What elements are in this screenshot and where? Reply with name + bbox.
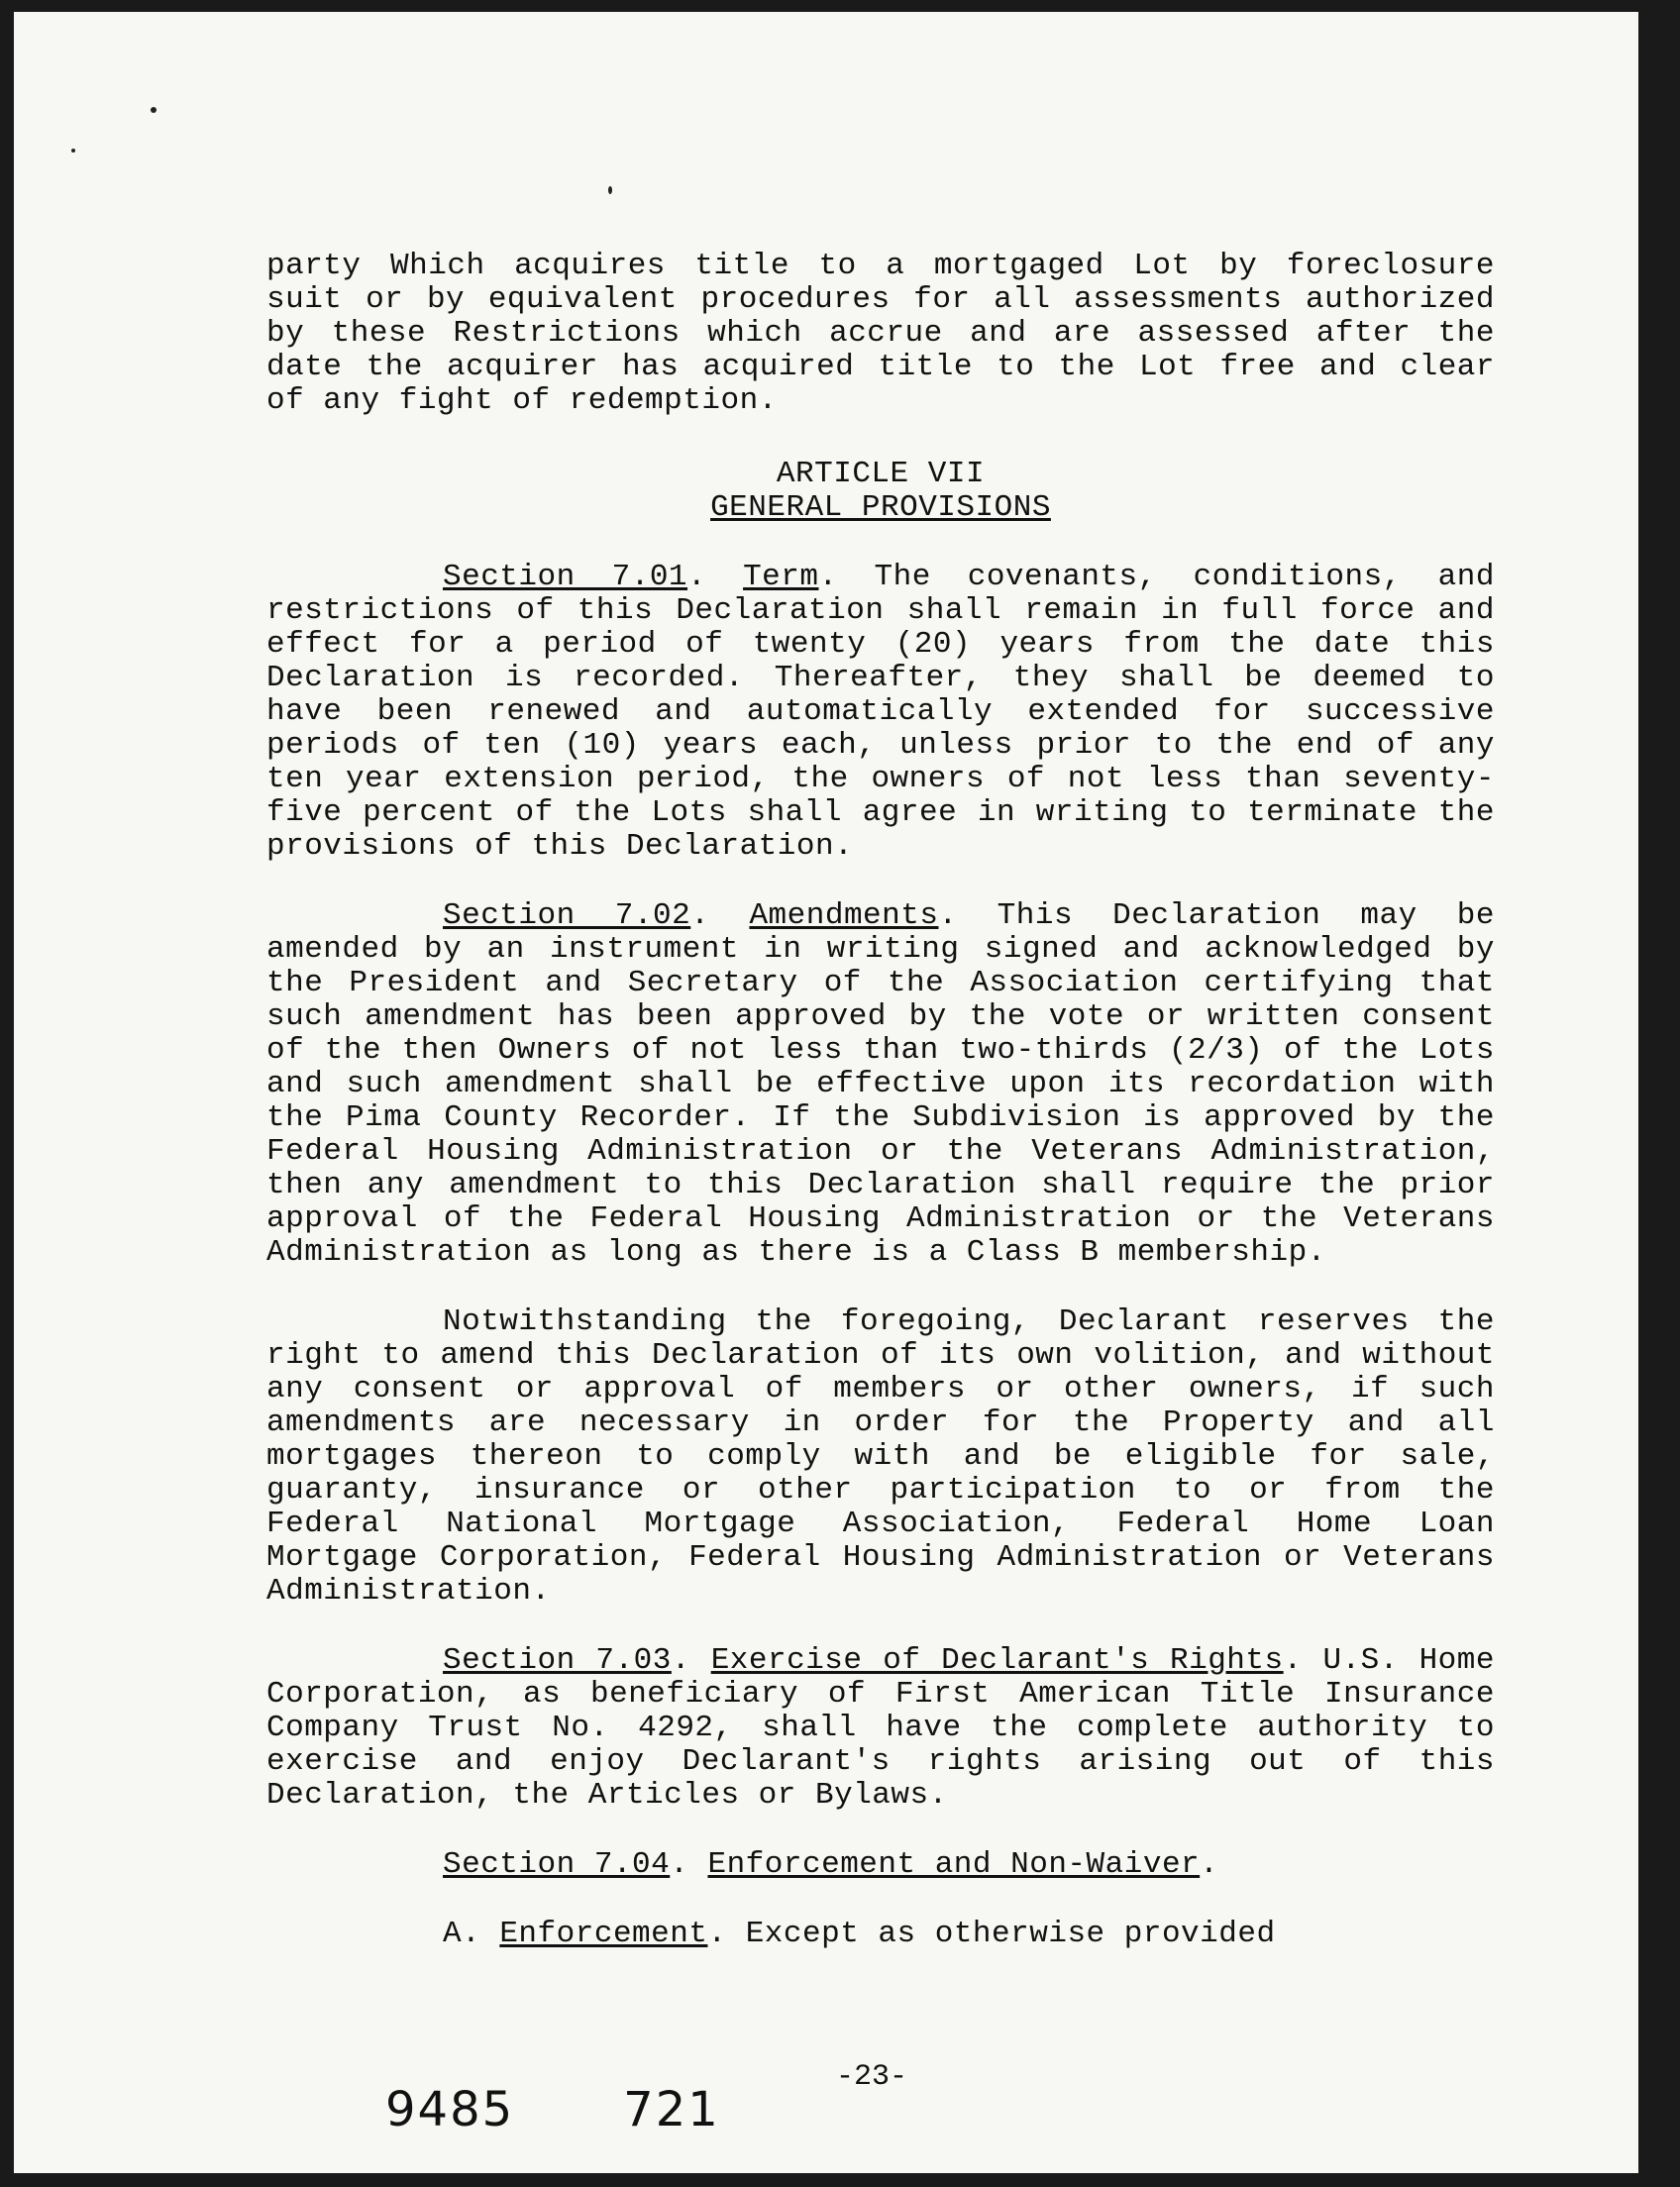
section-7-02: Section 7.02. Amendments. This Declaration may be amended by an instrument in writing signed and acknowledged by the President and Secretary of the Association certifying that such amendment has been approved by the vote or written consent of the then Owners of not less than two-thirds (2/3) of the Lots and such amendment shall be effective upon its recordation with the Pima County Recorder. If the Subdivision is approved by the Federal Housing Administration or the Veterans Administration, then any amendment to this Declaration shall require the prior approval of the Federal Housing Administration or the Veterans Administration as long as there is a Class B membership.	[266, 898, 1495, 1270]
article-title: GENERAL PROVISIONS	[710, 490, 1051, 525]
subsection-a: A. Enforcement. Except as otherwise provided	[443, 1917, 1276, 1951]
section-heading: Exercise of Declarant's Rights	[710, 1643, 1284, 1678]
section-label: Section 7.04	[443, 1847, 671, 1882]
section-7-04: Section 7.04. Enforcement and Non-Waiver.	[443, 1847, 1219, 1882]
recording-number	[385, 2082, 829, 2137]
subsection-label: A.	[443, 1917, 481, 1951]
section-7-01: Section 7.01. Term. The covenants, conditions, and restrictions of this Declaration shall remain in full force and effect for a period of twenty (20) years from the date this Declaration is recorded. Thereafter, they shall be deemed to have been renewed and automatically extended for successive periods of ten (10) years each, unless prior to the end of any ten year extension period, the owners of not less than seventy-five percent of the Lots shall agree in writing to terminate the provisions of this Declaration.	[266, 560, 1495, 864]
section-heading: Term	[743, 560, 819, 594]
document-body	[266, 250, 1495, 1987]
scan-speck	[151, 107, 157, 113]
section-7-03: Section 7.03. Exercise of Declarant's Rights. U.S. Home Corporation, as beneficiary of First American Title Insurance Company Trust No. 4292, shall have the complete authority to exercise and enjoy Declarant's rights arising out of this Declaration, the Articles or Bylaws.	[266, 1643, 1495, 1813]
section-label: Section 7.03	[443, 1643, 672, 1678]
scan-speck	[71, 149, 75, 153]
article-heading	[266, 458, 1495, 525]
intro-paragraph: party Which acquires title to a mortgaged Lot by foreclosure suit or by equivalent procedures for all assessments authorized by these Restrictions which accrue and are assessed after the date the acquirer has acquired title to the Lot free and clear of any fight of redemption.	[266, 249, 1495, 418]
section-7-02-continuation: Notwithstanding the foregoing, Declarant reserves the right to amend this Declaration of its own volition, and without any consent or approval of members or other owners, if such amendments are necessary in order for the Property and all mortgages thereon to comply with and be eligible for sale, guaranty, insurance or other participation to or from the Federal National Mortgage Association, Federal Home Loan Mortgage Corporation, Federal Housing Administration or Veterans Administration.	[266, 1304, 1495, 1609]
page-number: -23-	[836, 2060, 908, 2094]
scan-speck	[608, 186, 612, 194]
section-label: Section 7.02	[443, 898, 691, 933]
recording-number-left: 9485	[385, 2082, 515, 2137]
article-number: ARTICLE VII	[776, 457, 986, 491]
subsection-heading: Enforcement	[499, 1917, 708, 1951]
section-heading: Enforcement and Non-Waiver	[707, 1847, 1201, 1882]
document-page	[14, 12, 1638, 2173]
section-text: U.S. Home Corporation, as beneficiary of First American Title Insurance Company Trust No. 4292, shall have the complete authority to exercise and enjoy Declarant's rights arising out of this Declaration, the Articles or Bylaws.	[266, 1643, 1495, 1813]
subsection-text: Except as otherwise provided	[745, 1917, 1276, 1951]
section-text: This Declaration may be amended by an instrument in writing signed and acknowledged by the President and Secretary of the Association certifying that such amendment has been approved by the vote or written consent of the then Owners of not less than two-thirds (2/3) of the Lots and such amendment shall be effective upon its recordation with the Pima County Recorder. If the Subdivision is approved by the Federal Housing Administration or the Veterans Administration, then any amendment to this Declaration shall require the prior approval of the Federal Housing Administration or the Veterans Administration as long as there is a Class B membership.	[266, 898, 1495, 1270]
section-text: The covenants, conditions, and restrictions of this Declaration shall remain in full force and effect for a period of twenty (20) years from the date this Declaration is recorded. Thereafter, they shall be deemed to have been renewed and automatically extended for successive periods of ten (10) years each, unless prior to the end of any ten year extension period, the owners of not less than seventy-five percent of the Lots shall agree in writing to terminate the provisions of this Declaration.	[266, 560, 1495, 864]
section-heading: Amendments	[749, 898, 939, 933]
recording-number-right: 721	[623, 2082, 720, 2137]
section-label: Section 7.01	[443, 560, 688, 594]
